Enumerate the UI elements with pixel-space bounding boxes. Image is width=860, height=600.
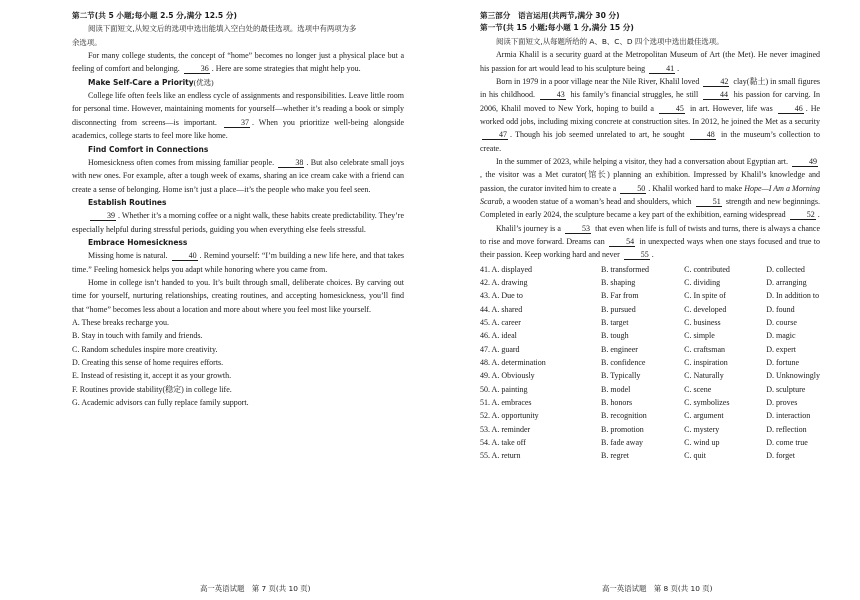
blank-43: 43: [540, 90, 566, 100]
option-cell: C. craftsman: [684, 344, 726, 354]
option-row: [480, 263, 820, 276]
blank-47: 47: [482, 130, 508, 140]
option-cell: C. contributed: [684, 264, 730, 274]
option-row: [480, 383, 820, 396]
option-cell: C. argument: [684, 411, 724, 421]
blank-52: 52: [790, 210, 816, 220]
option-cell: B. Typically: [601, 371, 641, 381]
option-cell: C. simple: [684, 331, 715, 341]
blank-41: 41: [649, 64, 675, 74]
option-cell: 54. A. take off: [480, 438, 526, 448]
option-row: [480, 436, 820, 449]
option-cell: 52. A. opportunity: [480, 411, 539, 421]
blank-49: 49: [792, 157, 818, 167]
option-cell: 44. A. shared: [480, 304, 523, 314]
option-cell: 41. A. displayed: [480, 264, 532, 274]
option-cell: B. regret: [601, 451, 630, 461]
option-row: [480, 276, 820, 289]
option-cell: 53. A. reminder: [480, 424, 531, 434]
option-cell: C. dividing: [684, 278, 721, 287]
option-cell: C. mystery: [684, 424, 720, 434]
option-cell: D. reflection: [766, 424, 807, 434]
option-cell: C. developed: [684, 304, 727, 314]
option-row: [480, 343, 820, 356]
blank-53: 53: [565, 224, 591, 234]
blank-38: 38: [278, 158, 304, 168]
option-cell: B. honors: [601, 398, 633, 408]
blank-42: 42: [703, 77, 729, 87]
option-row: [480, 409, 820, 422]
option-row: [480, 396, 820, 409]
blank-50: 50: [620, 184, 646, 194]
option-cell: C. wind up: [684, 438, 720, 448]
option-cell: 55. A. return: [480, 451, 521, 461]
options-table: [480, 263, 820, 463]
section-header: 第一节(共 15 小题;每小题 1 分,满分 15 分): [480, 23, 634, 33]
heading-connections: Find Comfort in Connections: [88, 144, 209, 154]
option-cell: 42. A. drawing: [480, 278, 528, 287]
option-cell: C. In spite of: [684, 291, 726, 301]
intro-paragraph: For many college students, the concept of “home” becomes no longer just a physical place but a feeling of comfort and belonging. 36 . Here are some strategies that might help you.: [72, 51, 404, 74]
sculpture-title: Hope—I Am a Morning Scarab: [480, 183, 821, 206]
option-row: [480, 369, 820, 382]
cloze-paragraph-2: Born in 1979 in a poor village near the Nile River, Khalil loved 42 clay(黏土) in small figures in his childhood. 43 his family’s financial struggles, he still 44 his passion for carving. In 2006, Khalil moved to New York, hoping to build a 45 in art. However, life was 46 . He worked odd jobs, including mixing concrete at construction sites. In 2012, he joined the Met as a security 47 . Though his job seemed unrelated to art, he sought 48 in the museum’s collection to create.: [480, 76, 821, 153]
cloze-paragraph-3: In the summer of 2023, while helping a visitor, they had a conversation about Egyptian art. 49, the visitor was a Met curator(馆长) planning an exhibition. Impressed by Khalil’s knowledge and passion, the curator invited him to create a 50 . Khalil worked hard to make Hope—I Am a Morning Scarab, a wooden statue of a woman’s head and shoulders, which 51 strength and new beginnings. Completed in early 2024, the sculpture became a key part of the exhibition, earning widespread 52 .: [480, 156, 821, 220]
right-page: [430, 0, 860, 600]
paragraph-conclusion: Home in college isn’t handed to you. It’s built through small, deliberate choices. By carving out time for yourself, nurturing relationships, creating routines, and accepting homesickness, you’ll find that “home” becomes less about a location and more about where you feel most like yourself.: [72, 277, 404, 314]
instruction-line: 阅读下面短文,从每题所给的 A、B、C、D 四个选项中选出最佳选项。: [496, 36, 724, 46]
option-cell: B. Far from: [601, 291, 639, 301]
option-cell: B. model: [601, 384, 631, 394]
option-cell: B. recognition: [601, 411, 647, 421]
option-cell: D. interaction: [766, 411, 811, 421]
option-cell: B. tough: [601, 331, 629, 341]
option-cell: D. arranging: [766, 278, 807, 287]
option-cell: B. target: [601, 318, 629, 328]
option-cell: D. fortune: [766, 358, 800, 368]
cloze-paragraph-1: Armia Khalil is a security guard at the Metropolitan Museum of Art (the Met). He never imagined his passion for art would lead to his sculpture being 41 .: [480, 50, 820, 73]
option-c: C. Random schedules inspire more creativity.: [72, 344, 218, 354]
blank-55: 55: [624, 250, 650, 260]
blank-46: 46: [778, 104, 804, 114]
instruction-line: 阅读下面短文,从短文后的选项中选出能填入空白处的最佳选项。选项中有两项为多: [88, 24, 357, 34]
option-cell: 45. A. career: [480, 318, 521, 328]
blank-44: 44: [703, 90, 729, 100]
option-row: [480, 329, 820, 342]
option-cell: C. scene: [684, 384, 712, 394]
option-row: [480, 289, 820, 302]
option-cell: B. fade away: [601, 438, 644, 448]
blank-48: 48: [690, 130, 716, 140]
option-cell: D. In addition to: [766, 291, 820, 301]
blank-39: 39: [90, 211, 116, 221]
paragraph-homesickness: Missing home is natural. 40 . Remind yourself: “I’m building a new life here, and that takes time.” Feeling homesick helps you adapt while honoring where you came from.: [72, 251, 405, 274]
option-cell: D. collected: [766, 264, 805, 274]
blank-51: 51: [696, 197, 722, 207]
option-cell: 51. A. embraces: [480, 398, 532, 408]
option-cell: 49. A. Obviously: [480, 371, 535, 381]
option-cell: C. business: [684, 318, 721, 328]
blank-37: 37: [224, 118, 250, 128]
option-cell: 48. A. determination: [480, 358, 546, 368]
option-row: [480, 423, 820, 436]
option-cell: D. sculpture: [766, 384, 806, 394]
option-cell: C. quit: [684, 451, 706, 461]
blank-36: 36: [184, 64, 210, 74]
option-cell: B. shaping: [601, 278, 636, 287]
option-cell: D. course: [766, 318, 797, 328]
option-row: [480, 316, 820, 329]
section-header: 第二节(共 5 小题;每小题 2.5 分,满分 12.5 分): [72, 11, 237, 20]
option-cell: D. come true: [766, 438, 808, 448]
option-row: [480, 356, 820, 369]
paragraph-routines: 39 . Whether it’s a morning coffee or a night walk, these habits create predictability. They’re especially helpful during stressful periods, guiding you when everything else feels stressful.: [72, 211, 404, 234]
option-cell: D. forget: [766, 451, 795, 461]
option-cell: D. expert: [766, 344, 796, 354]
option-g: G. Academic advisors can fully replace family support.: [72, 398, 249, 408]
option-cell: C. Naturally: [684, 371, 724, 381]
paragraph-connections: Homesickness often comes from missing familiar people. 38 . But also celebrate small joys with new ones. For example, after a tough week of exams, sharing an ice cream cake with a friend can create a sense of belonging. Home isn’t just a place—it’s the people who make you feel seen.: [72, 157, 404, 194]
option-row: [480, 303, 820, 316]
option-cell: 47. A. guard: [480, 344, 520, 354]
option-row: [480, 449, 820, 462]
heading-self-care: Make Self-Care a Priority(优选): [88, 77, 214, 87]
paragraph-self-care: College life often feels like an endless cycle of assignments and responsibilities. Leave little room for personal time. However, maintaining moments for yourself—whether it’s reading a book or simply disconnecting from screens—is important. 37 . When you prioritize well-being alongside academics, college starts to feel more like home.: [72, 91, 405, 141]
heading-homesickness: Embrace Homesickness: [88, 237, 188, 247]
page-footer: 高一英语试题 第 7 页(共 10 页): [200, 584, 311, 593]
option-cell: B. promotion: [601, 424, 644, 434]
option-d: D. Creating this sense of home requires efforts.: [72, 358, 224, 367]
option-list: [72, 316, 404, 409]
option-cell: D. proves: [766, 398, 798, 408]
option-cell: D. Unknowingly: [766, 371, 820, 381]
blank-45: 45: [659, 104, 685, 114]
option-cell: 46. A. ideal: [480, 331, 517, 341]
option-a: A. These breaks recharge you.: [72, 317, 169, 327]
option-b: B. Stay in touch with family and friends.: [72, 331, 203, 341]
blank-54: 54: [609, 237, 635, 247]
option-cell: 43. A. Due to: [480, 291, 523, 301]
option-cell: C. inspiration: [684, 358, 728, 368]
option-cell: C. symbolizes: [684, 398, 730, 408]
option-cell: D. found: [766, 304, 795, 314]
option-cell: B. engineer: [601, 344, 638, 354]
option-cell: 50. A. painting: [480, 384, 528, 394]
blank-40: 40: [172, 251, 198, 261]
option-cell: D. magic: [766, 331, 796, 341]
option-cell: B. transformed: [601, 264, 650, 274]
page-footer: 高一英语试题 第 8 页(共 10 页): [602, 584, 713, 593]
part-header: 第三部分 语言运用(共两节,满分 30 分): [480, 11, 620, 20]
option-cell: B. pursued: [601, 304, 636, 314]
heading-routines: Establish Routines: [88, 197, 167, 207]
option-e: E. Instead of resisting it, accept it as your growth.: [72, 371, 232, 381]
option-f: F. Routines provide stability(稳定) in college life.: [72, 384, 232, 394]
cloze-paragraph-4: Khalil’s journey is a 53 that even when life is full of twists and turns, there is always a chance to rise and move forward. Dreams can 54 in unexpected ways when one stays focused and true to their passion. Keep working hard and never 55 .: [480, 223, 821, 260]
option-cell: B. confidence: [601, 358, 646, 368]
instruction-line-2: 余选项。: [72, 37, 102, 47]
